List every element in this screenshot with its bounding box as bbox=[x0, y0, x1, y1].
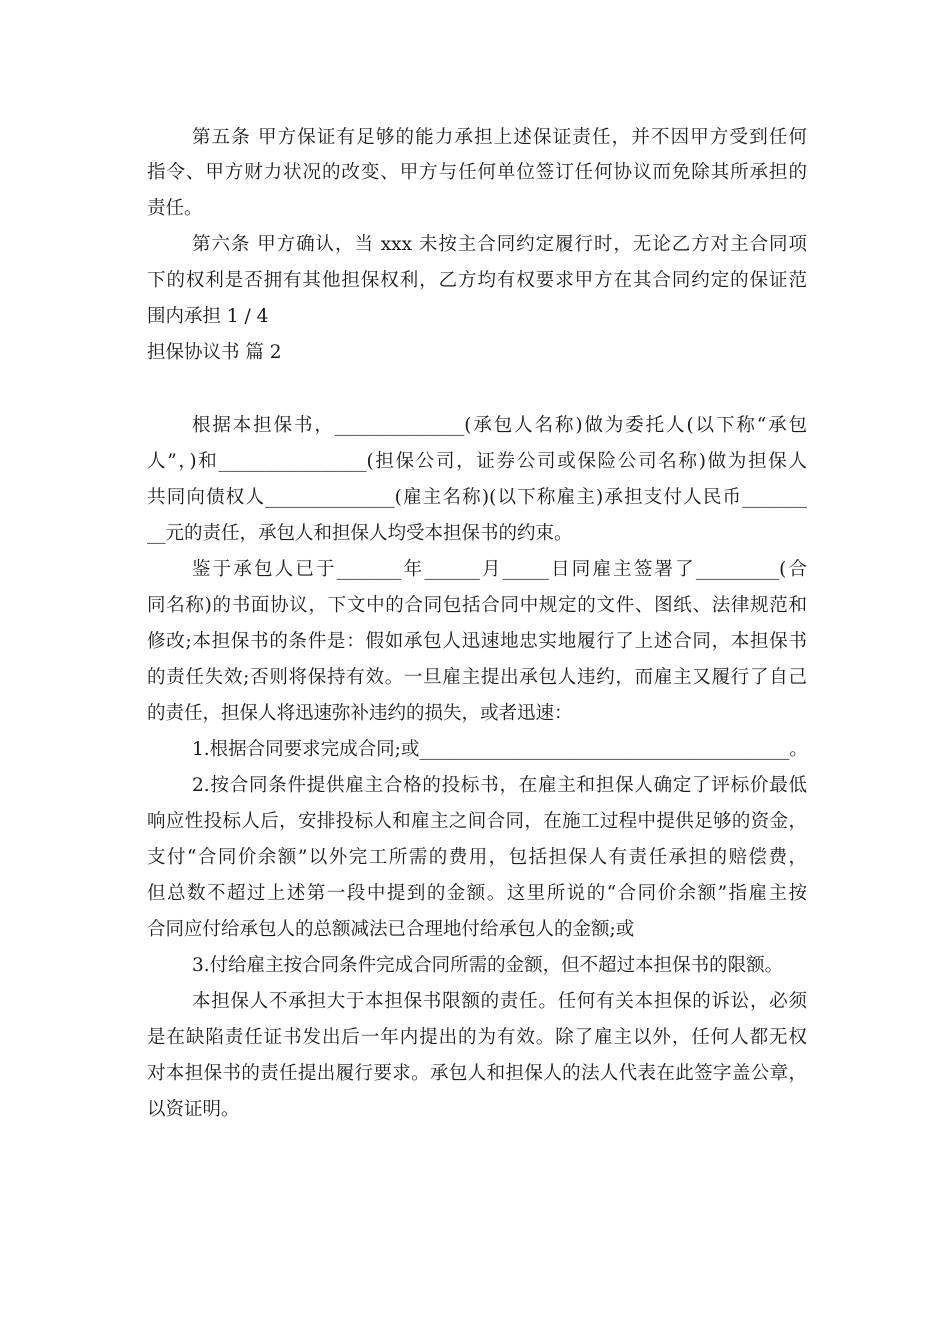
para-3-line-3: 对本担保书的责任提出履行要求。承包人和担保人的法人代表在此签字盖公章， bbox=[147, 1063, 807, 1084]
item-2-line-3: 支付“合同价余额”以外完工所需的费用，包括担保人有责任承担的赔偿费， bbox=[147, 847, 807, 868]
para-2-line-4: 的责任失效;否则将保持有效。一旦雇主提出承包人违约，而雇主又履行了自己 bbox=[147, 667, 807, 688]
article-5-line-2: 指令、甲方财力状况的改变、甲方与任何单位签订任何协议而免除其所承担的 bbox=[147, 162, 807, 183]
para-3-line-1: 本担保人不承担大于本担保书限额的责任。任何有关本担保的诉讼，必须 bbox=[192, 991, 807, 1012]
article-5-line-3: 责任。 bbox=[147, 198, 203, 219]
para-2-line-3: 修改;本担保书的条件是：假如承包人迅速地忠实地履行了上述合同，本担保书 bbox=[147, 631, 807, 652]
article-6-line-1: 第六条 甲方确认，当 xxx 未按主合同约定履行时，无论乙方对主合同项 bbox=[192, 234, 807, 255]
item-1-line-1: 1.根据合同要求完成合同;或________________________________________。 bbox=[192, 739, 808, 760]
article-5-line-1: 第五条 甲方保证有足够的能力承担上述保证责任，并不因甲方受到任何 bbox=[192, 127, 807, 148]
para-3-line-2: 是在缺陷责任证书发出后一年内提出的为有效。除了雇主以外，任何人都无权 bbox=[147, 1027, 807, 1048]
item-2-line-5: 合同应付给承包人的总额减法已合理地付给承包人的金额;或 bbox=[147, 919, 635, 940]
item-2-line-4: 但总数不超过上述第一段中提到的金额。这里所说的“合同价余额”指雇主按 bbox=[147, 883, 807, 904]
article-6-line-3: 围内承担 1 / 4 bbox=[147, 306, 269, 327]
para-1-line-3: 共同向债权人______________(雇主名称)(以下称雇主)承担支付人民币_______ bbox=[147, 487, 807, 508]
para-2-line-1: 鉴于承包人已于_______年______月_____日同雇主签署了_________(合 bbox=[192, 559, 807, 580]
item-2-line-2: 响应性投标人后，安排投标人和雇主之间合同，在施工过程中提供足够的资金， bbox=[147, 811, 807, 832]
para-2-line-2: 同名称)的书面协议，下文中的合同包括合同中规定的文件、图纸、法律规范和 bbox=[147, 595, 807, 616]
para-1-line-2: 人”，)和________________(担保公司，证券公司或保险公司名称)做为担保人 bbox=[147, 451, 807, 472]
para-2-line-5: 的责任，担保人将迅速弥补违约的损失，或者迅速： bbox=[147, 703, 573, 724]
article-6-line-2: 下的权利是否拥有其他担保权利，乙方均有权要求甲方在其合同约定的保证范 bbox=[147, 270, 807, 291]
para-1-line-1: 根据本担保书，______________(承包人名称)做为委托人(以下称“承包 bbox=[192, 415, 807, 436]
item-2-line-1: 2.按合同条件提供雇主合格的投标书，在雇主和担保人确定了评标价最低 bbox=[192, 775, 807, 796]
section-heading: 担保协议书 篇 2 bbox=[147, 342, 282, 363]
item-3-line-1: 3.付给雇主按合同条件完成合同所需的金额，但不超过本担保书的限额。 bbox=[192, 955, 784, 976]
para-1-line-4: __元的责任，承包人和担保人均受本担保书的约束。 bbox=[147, 523, 573, 544]
para-3-line-4: 以资证明。 bbox=[147, 1099, 240, 1120]
